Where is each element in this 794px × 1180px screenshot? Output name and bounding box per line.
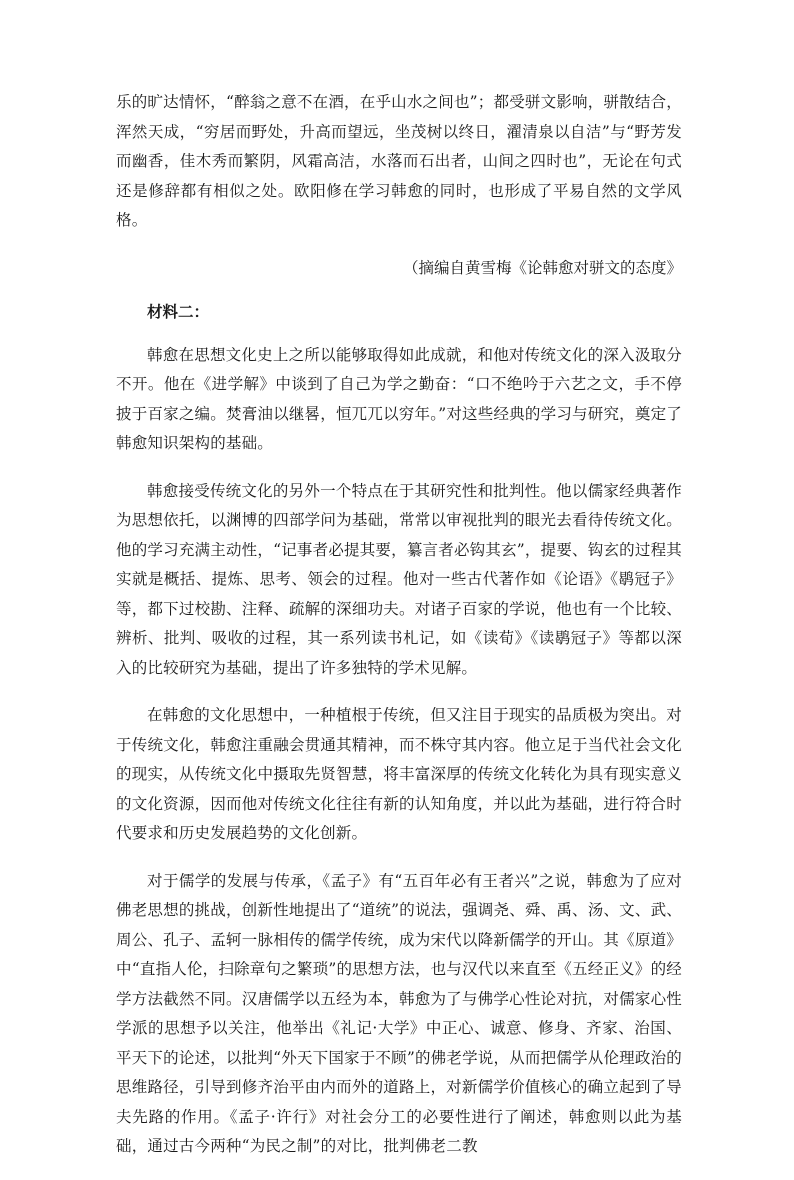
source-citation: （摘编自黄雪梅《论韩愈对骈文的态度》 [402,258,682,277]
paragraph-4: 对于儒学的发展与传承，《孟子》有“五百年必有王者兴”之说，韩愈为了应对佛老思想的挑战，创新性地提出了“道统”的说法，强调尧、舜、禹、汤、文、武、周公、孔子、孟轲一脉相传的儒学传统，成为宋代以降新儒学的开山。其《原道》中“直指人伦，扫除章句之繁琐”的思想方法，也与汉代以来直至《五经正义》的经学方法截然不同。汉唐儒学以五经为本，韩愈为了与佛学心性论对抗，对儒家心性学派的思想予以关注，他举出《礼记·大学》中正心、诚意、修身、齐家、治国、平天下的论述，以批判“外天下国家于不顾”的佛老学说，从而把儒学从伦理政治的思维路径，引导到修齐治平由内而外的道路上，对新儒学价值核心的确立起到了导夫先路的作用。《孟子·许行》对社会分工的必要性进行了阐述，韩愈则以此为基础，通过古今两种“为民之制”的对比，批判佛老二教 [116,871,682,1155]
paragraph-1: 韩愈在思想文化史上之所以能够取得如此成就，和他对传统文化的深入汲取分不开。他在《进学解》中谈到了自己为学之勤奋：“口不绝吟于六艺之文，手不停披于百家之编。焚膏油以继晷，恒兀兀以穷年。”对这些经典的学习与研究，奠定了韩愈知识架构的基础。 [116,345,682,452]
section-title: 材料二： [147,302,210,321]
paragraph-2: 韩愈接受传统文化的另外一个特点在于其研究性和批判性。他以儒家经典著作为思想依托，以渊博的四部学问为基础，常常以审视批判的眼光去看待传统文化。他的学习充满主动性，“记事者必提其要，纂言者必钩其玄”，提要、钩玄的过程其实就是概括、提炼、思考、领会的过程。他对一些古代著作如《论语》《鹖冠子》等，都下过校勘、注释、疏解的深细功夫。对诸子百家的学说，他也有一个比较、辨析、批判、吸收的过程，其一系列读书札记，如《读荀》《读鹖冠子》等都以深入的比较研究为基础，提出了许多独特的学术见解。 [116,481,682,677]
document-page [116,88,682,1180]
paragraph-continued: 乐的旷达情怀，“醉翁之意不在酒，在乎山水之间也”；都受骈文影响，骈散结合，浑然天成，“穷居而野处，升高而望远，坐茂树以终日，濯清泉以自洁”与“野芳发而幽香，佳木秀而繁阴，风霜高洁，水落而石出者，山间之四时也”，无论在句式还是修辞都有相似之处。欧阳修在学习韩愈的同时，也形成了平易自然的文学风格。 [116,93,682,229]
paragraph-3: 在韩愈的文化思想中，一种植根于传统，但又注目于现实的品质极为突出。对于传统文化，韩愈注重融会贯通其精神，而不株守其内容。他立足于当代社会文化的现实，从传统文化中摄取先贤智慧，将丰富深厚的传统文化转化为具有现实意义的文化资源，因而他对传统文化往往有新的认知角度，并以此为基础，进行符合时代要求和历史发展趋势的文化创新。 [116,706,682,842]
